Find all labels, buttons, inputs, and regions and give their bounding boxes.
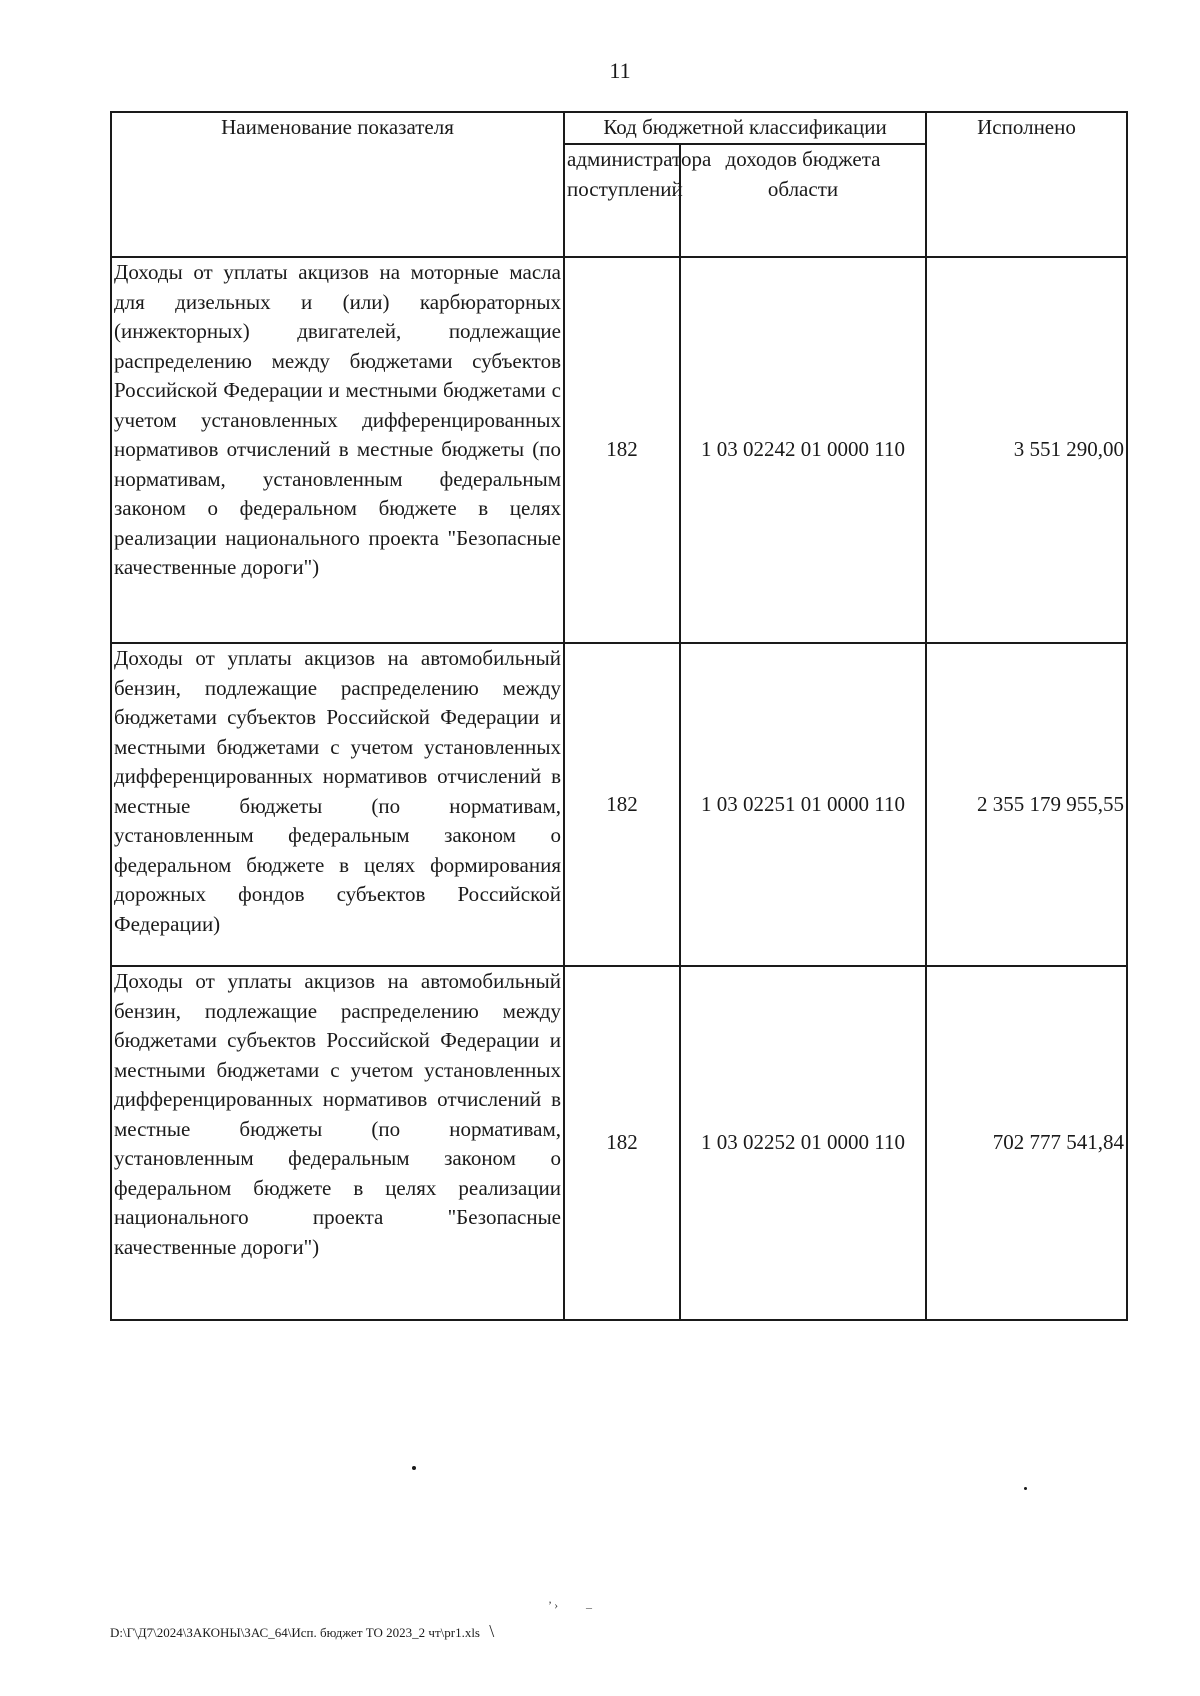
scan-mark: ’ › <box>548 1598 559 1612</box>
row-admin-code: 182 <box>564 643 680 966</box>
row-name: Доходы от уплаты акцизов на автомобильный бензин, подлежащие распределению между бюджетами субъектов Российской Федерации и местными бюджетами с учетом установленных дифференцированных нормативов отчислений в местные бюджеты (по нормативам, установленным федеральным законом о федеральном бюджете в целях формирования дорожных фондов субъектов Российской Федерации) <box>111 643 564 966</box>
row-amount: 2 355 179 955,55 <box>926 643 1127 966</box>
header-admin: администратора поступлений <box>564 144 680 257</box>
file-path-text: D:\Г\Д7\2024\ЗАКОНЫ\ЗАС_64\Исп. бюджет ТО 2023_2 чт\pr1.xls <box>110 1625 480 1640</box>
budget-table <box>110 111 1128 1321</box>
footer-file-path <box>110 1621 494 1642</box>
page-number: 11 <box>609 58 631 83</box>
header-income: доходов бюджета области <box>680 144 926 257</box>
row-amount: 702 777 541,84 <box>926 966 1127 1320</box>
row-admin-code: 182 <box>564 966 680 1320</box>
table-row <box>111 966 1127 1320</box>
row-budget-code: 1 03 02251 01 0000 110 <box>680 643 926 966</box>
header-name: Наименование показателя <box>111 112 564 257</box>
row-budget-code: 1 03 02242 01 0000 110 <box>680 257 926 643</box>
row-name: Доходы от уплаты акцизов на автомобильный бензин, подлежащие распределению между бюджетами субъектов Российской Федерации и местными бюджетами с учетом установленных дифференцированных нормативов отчислений в местные бюджеты (по нормативам, установленным федеральным законом о федеральном бюджете в целях реализации национального проекта "Безопасные качественные дороги") <box>111 966 564 1320</box>
header-row <box>111 112 1127 144</box>
header-code-group: Код бюджетной классификации <box>564 112 926 144</box>
row-budget-code: 1 03 02252 01 0000 110 <box>680 966 926 1320</box>
backslash-icon: \ <box>489 1621 495 1641</box>
row-admin-code: 182 <box>564 257 680 643</box>
header-executed: Исполнено <box>926 112 1127 257</box>
row-name: Доходы от уплаты акцизов на моторные масла для дизельных и (или) карбюраторных (инжекторных) двигателей, подлежащие распределению между бюджетами субъектов Российской Федерации и местными бюджетами с учетом установленных дифференцированных нормативов отчислений в местные бюджеты (по нормативам, установленным федеральным законом о федеральном бюджете в целях реализации национального проекта "Безопасные качественные дороги") <box>111 257 564 643</box>
scan-speck <box>1024 1487 1027 1490</box>
row-amount: 3 551 290,00 <box>926 257 1127 643</box>
table-row <box>111 643 1127 966</box>
scan-mark: – <box>586 1600 592 1614</box>
scan-speck <box>412 1466 416 1470</box>
table-row <box>111 257 1127 643</box>
